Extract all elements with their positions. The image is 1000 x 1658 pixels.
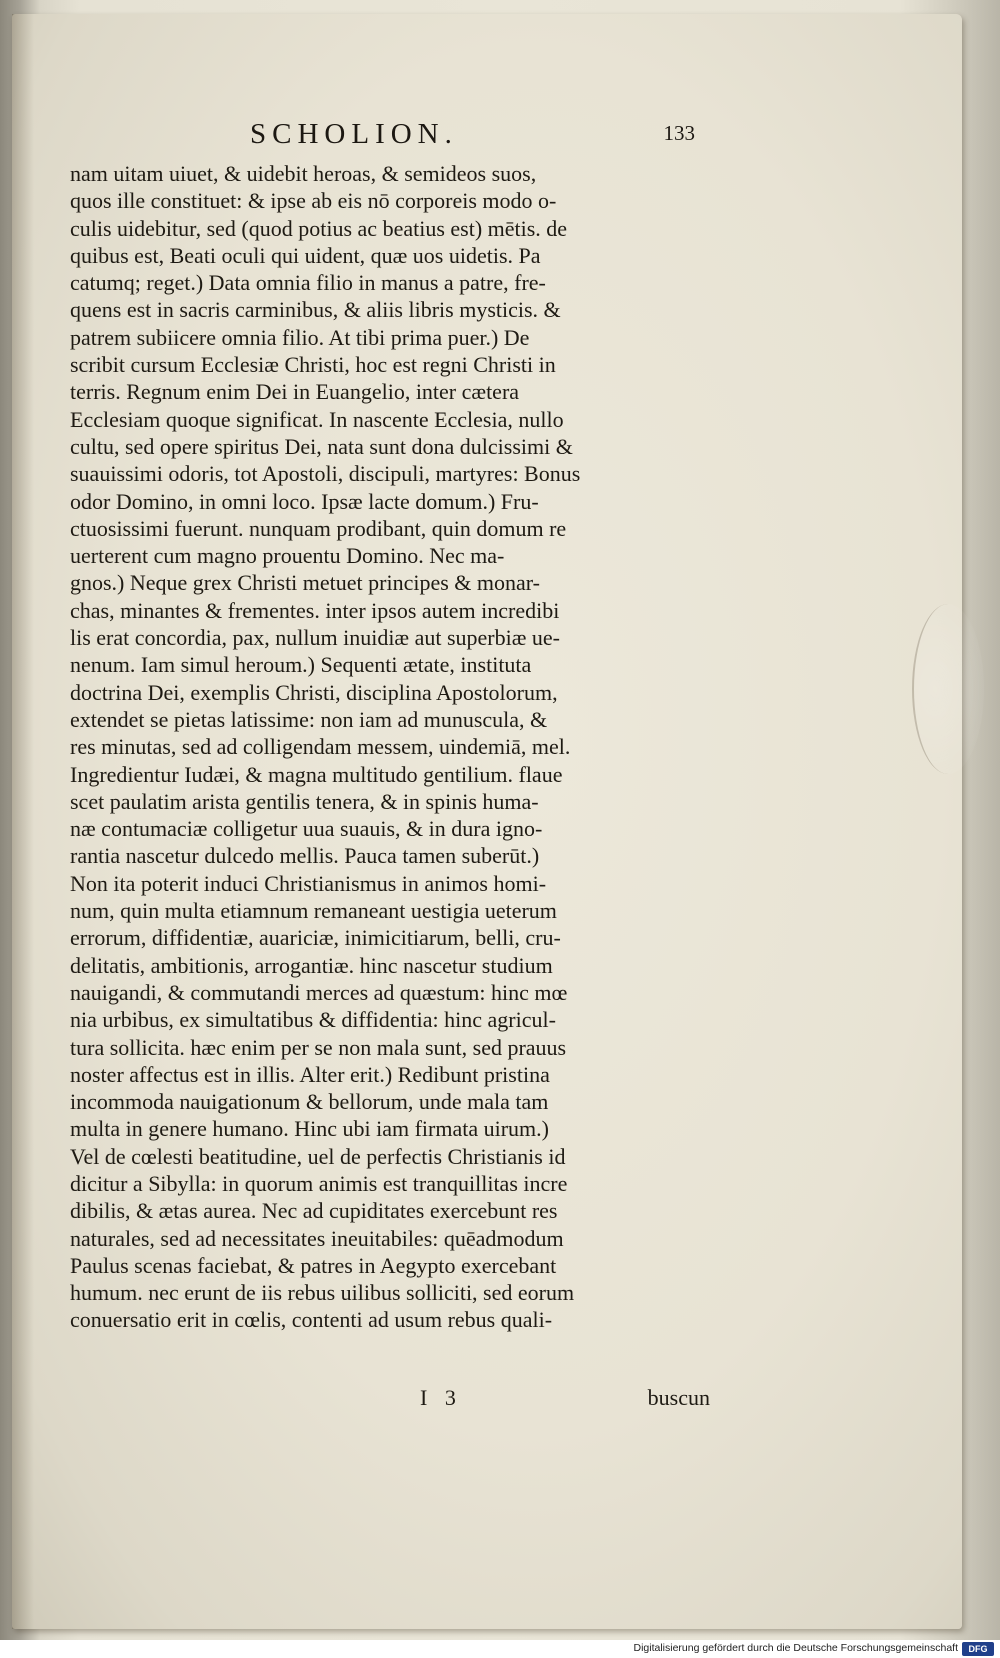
text-line: scribit cursum Ecclesiæ Christi, hoc est regni Christi in <box>70 352 556 378</box>
text-line: lis erat concordia, pax, nullum inuidiæ aut superbiæ ue- <box>70 625 561 651</box>
body-text <box>70 160 700 1334</box>
text-line: næ contumaciæ colligetur uua suauis, & in dura igno- <box>70 816 543 842</box>
text-line: catumq; reget.) Data omnia filio in manus a patre, fre- <box>70 270 546 296</box>
page-fold <box>912 604 984 774</box>
text-line: odor Domino, in omni loco. Ipsæ lacte domum.) Fru- <box>70 488 539 514</box>
page-header <box>250 118 695 158</box>
text-line: rantia nascetur dulcedo mellis. Pauca tamen suberūt.) <box>70 843 540 869</box>
text-line: dicitur a Sibylla: in quorum animis est tranquillitas incre <box>70 1170 568 1196</box>
text-line: terris. Regnum enim Dei in Euangelio, inter cætera <box>70 379 520 405</box>
text-line: naturales, sed ad necessitates ineuitabiles: quēadmodum <box>70 1225 564 1251</box>
text-line: Vel de cœlesti beatitudine, uel de perfectis Christianis id <box>70 1143 566 1169</box>
text-line: cultu, sed opere spiritus Dei, nata sunt dona dulcissimi & <box>70 433 573 459</box>
text-line: chas, minantes & frementes. inter ipsos autem incredibi <box>70 597 560 623</box>
text-line: incommoda nauigationum & bellorum, unde mala tam <box>70 1089 549 1115</box>
page-footer <box>420 1385 710 1417</box>
catchword: buscun <box>647 1385 710 1410</box>
text-line: nauigandi, & commutandi merces ad quæstum: hinc mœ <box>70 979 568 1005</box>
text-line: num, quin multa etiamnum remaneant uestigia ueterum <box>70 898 557 924</box>
text-line: tura sollicita. hæc enim per se non mala sunt, sed prauus <box>70 1034 567 1060</box>
text-line: Non ita poterit induci Christianismus in animos homi- <box>70 870 547 896</box>
text-line: quos ille constituet: & ipse ab eis nō corporeis modo o- <box>70 188 557 214</box>
digitization-credit-bar <box>0 1640 1000 1658</box>
text-line: quibus est, Beati oculi qui uident, quæ uos uidetis. Pa <box>70 242 541 268</box>
text-line: delitatis, ambitionis, arrogantiæ. hinc nascetur studium <box>70 952 553 978</box>
page-gutter-shadow <box>12 14 34 1629</box>
dfg-logo: DFG <box>962 1642 994 1656</box>
text-line: errorum, diffidentiæ, auariciæ, inimicitiarum, belli, cru- <box>70 925 561 951</box>
text-line: uerterent cum magno prouentu Domino. Nec ma- <box>70 543 505 569</box>
running-title: SCHOLION. <box>250 118 458 150</box>
text-line: nenum. Iam simul heroum.) Sequenti ætate, instituta <box>70 652 532 678</box>
text-line: res minutas, sed ad colligendam messem, uindemiā, mel. <box>70 734 571 760</box>
text-line: doctrina Dei, exemplis Christi, disciplina Apostolorum, <box>70 679 558 705</box>
page-number: 133 <box>663 121 695 145</box>
text-line: extendet se pietas latissime: non iam ad munuscula, & <box>70 706 548 732</box>
text-line: noster affectus est in illis. Alter erit.) Redibunt pristina <box>70 1061 550 1087</box>
text-line: gnos.) Neque grex Christi metuet principes & monar- <box>70 570 541 596</box>
text-line: Ecclesiam quoque significat. In nascente Ecclesia, nullo <box>70 406 564 432</box>
text-line: conuersatio erit in cœlis, contenti ad usum rebus quali- <box>70 1307 553 1333</box>
text-line: dibilis, & ætas aurea. Nec ad cupiditates exercebunt res <box>70 1198 558 1224</box>
text-line: Paulus scenas faciebat, & patres in Aegypto exercebant <box>70 1252 557 1278</box>
signature-mark: I 3 <box>420 1385 462 1410</box>
text-line: scet paulatim arista gentilis tenera, & in spinis huma- <box>70 788 539 814</box>
text-line: humum. nec erunt de iis rebus uilibus solliciti, sed eorum <box>70 1280 575 1306</box>
text-line: nam uitam uiuet, & uidebit heroas, & semideos suos, <box>70 161 537 186</box>
text-line: quens est in sacris carminibus, & aliis libris mysticis. & <box>70 297 561 323</box>
text-line: culis uidebitur, sed (quod potius ac beatius est) mētis. de <box>70 215 568 241</box>
text-line: ctuosissimi fuerunt. nunquam prodibant, quin domum re <box>70 515 567 541</box>
text-line: nia urbibus, ex simultatibus & diffidentia: hinc agricul- <box>70 1007 556 1033</box>
text-line: patrem subiicere omnia filio. At tibi prima puer.) De <box>70 324 530 350</box>
text-line: multa in genere humano. Hinc ubi iam firmata uirum.) <box>70 1116 549 1142</box>
text-line: suauissimi odoris, tot Apostoli, discipuli, martyres: Bonus <box>70 461 581 487</box>
credit-text: Digitalisierung gefördert durch die Deutsche Forschungsgemeinschaft <box>633 1642 958 1654</box>
text-line: Ingredientur Iudæi, & magna multitudo gentilium. flaue <box>70 761 563 787</box>
